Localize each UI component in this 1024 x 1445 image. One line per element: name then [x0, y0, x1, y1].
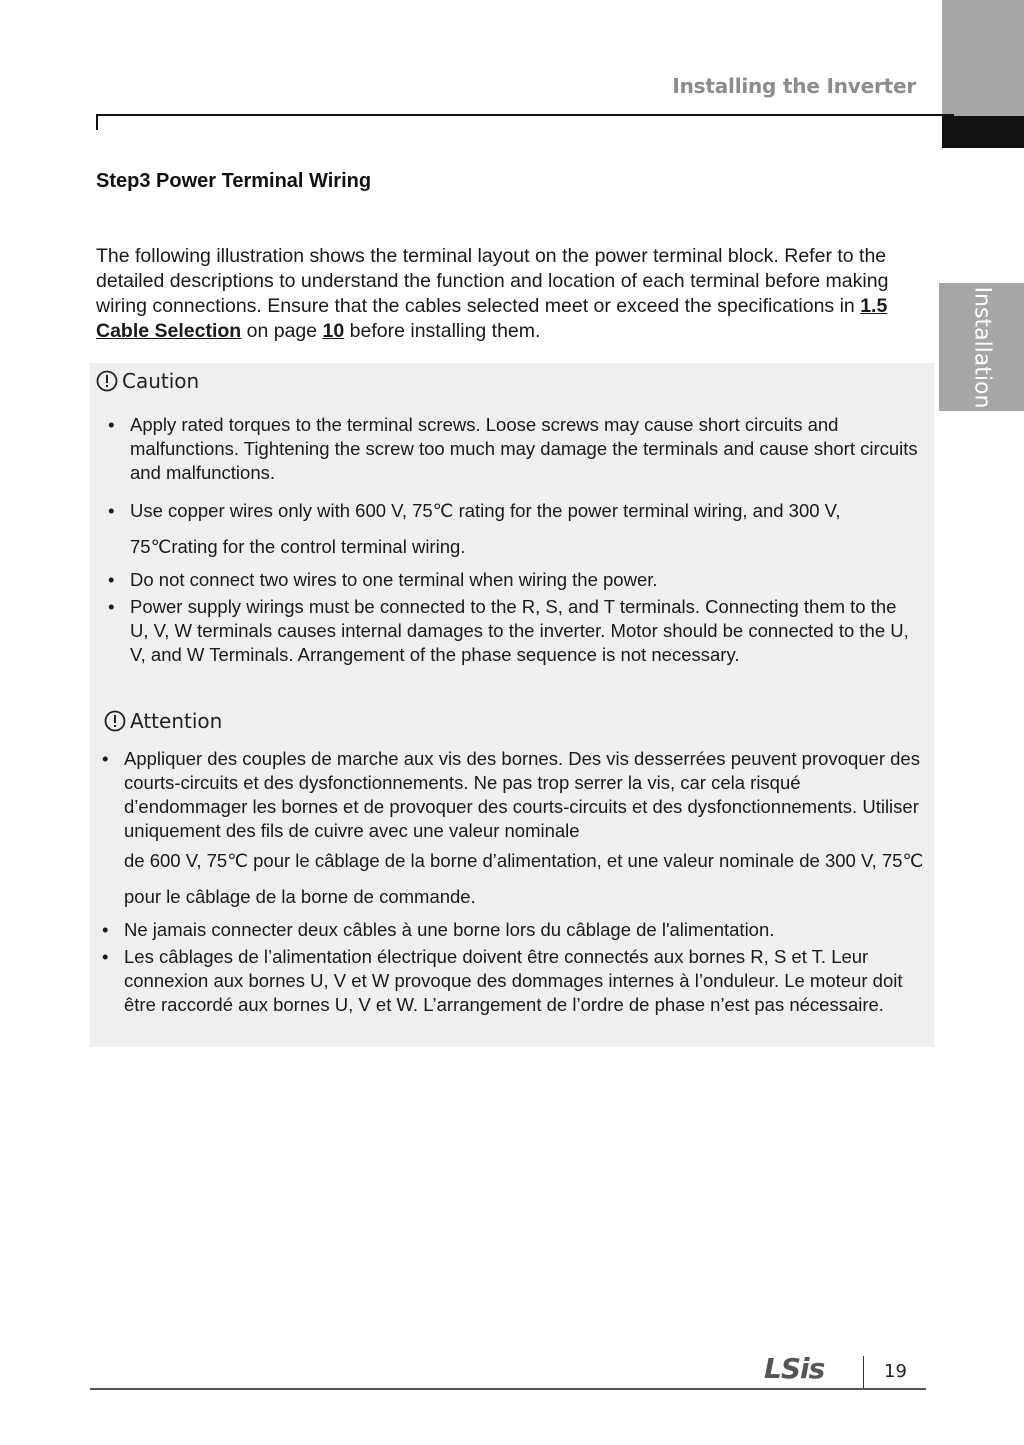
footer-rule: [90, 1388, 926, 1390]
page-number: 19: [884, 1361, 907, 1382]
attention-label: Attention: [130, 709, 223, 733]
running-header: Installing the Inverter: [672, 74, 916, 98]
notice-box: [90, 363, 934, 1047]
caution-label: Caution: [122, 369, 200, 393]
svg-text:LSis: LSis: [764, 1352, 825, 1382]
section-title: Step3 Power Terminal Wiring: [96, 170, 372, 192]
footer-separator: [863, 1356, 864, 1388]
side-tab: [939, 283, 1024, 411]
intro-text-after: before installing them.: [344, 320, 541, 342]
list-item: • Use copper wires only with 600 V, 75℃ rating for the power terminal wiring, and 300 V, 75℃rating for the control terminal wiring.: [108, 500, 841, 557]
corner-tab-grey: [942, 0, 1024, 116]
list-item: • Ne jamais connecter deux câbles à une borne lors du câblage de l'alimentation.: [102, 919, 775, 940]
caution-heading: [96, 369, 199, 393]
header-rule: [96, 114, 954, 116]
side-tab-label: Installation: [969, 286, 995, 408]
intro-text-middle: on page: [241, 320, 323, 342]
intro-paragraph: [96, 244, 926, 344]
list-item: • Power supply wirings must be connected to the R, S, and T terminals. Connecting them to the U, V, W terminals causes internal damages to the inverter. Motor should be connected to the U, V, and W Terminals. Arrangement of the phase sequence is not necessary.: [108, 596, 909, 665]
cable-selection-link[interactable]: 1.5 Cable Selection: [96, 295, 888, 342]
list-item: • Do not connect two wires to one terminal when wiring the power.: [108, 569, 658, 590]
caution-list: [108, 413, 920, 667]
lsis-logo: [764, 1352, 846, 1382]
header-rule-tick: [96, 114, 98, 130]
attention-heading: [104, 709, 222, 733]
page-ref-link[interactable]: 10: [322, 320, 345, 342]
list-item: • Apply rated torques to the terminal screws. Loose screws may cause short circuits and malfunctions. Tightening the screw too much may damage the terminals and cause short circuits and malfunctions.: [108, 414, 918, 483]
exclamation-circle-icon: [104, 710, 126, 732]
list-item: • Les câblages de l’alimentation électrique doivent être connectés aux bornes R, S et T. Leur connexion aux bornes U, V et W provoque des dommages internes à l’onduleur. Le moteur doit être raccordé aux bornes U, V et W. L’arrangement de l’ordre de phase n’est pas nécessaire.: [102, 946, 903, 1015]
corner-tab-black: [942, 116, 1024, 148]
attention-list: [102, 747, 924, 1017]
intro-text-before: The following illustration shows the terminal layout on the power terminal block. Refer to the detailed descriptions to understand the function and location of each terminal before making wiring connections. Ensure that the cables selected meet or exceed the specifications in: [96, 245, 889, 317]
list-item: • Appliquer des couples de marche aux vis des bornes. Des vis desserrées peuvent provoquer des courts-circuits et des dysfonctionnements. Ne pas trop serrer la vis, car cela risqué d’endommager les bornes et de provoquer des courts-circuits et des dysfonctionnements. Utiliser uniquement des fils de cuivre avec une valeur nominale de 600 V, 75℃ pour le câblage de la borne d’alimentation, et une valeur nominale de 300 V, 75℃ pour le câblage de la borne de commande.: [102, 748, 924, 907]
exclamation-circle-icon: [96, 370, 118, 392]
